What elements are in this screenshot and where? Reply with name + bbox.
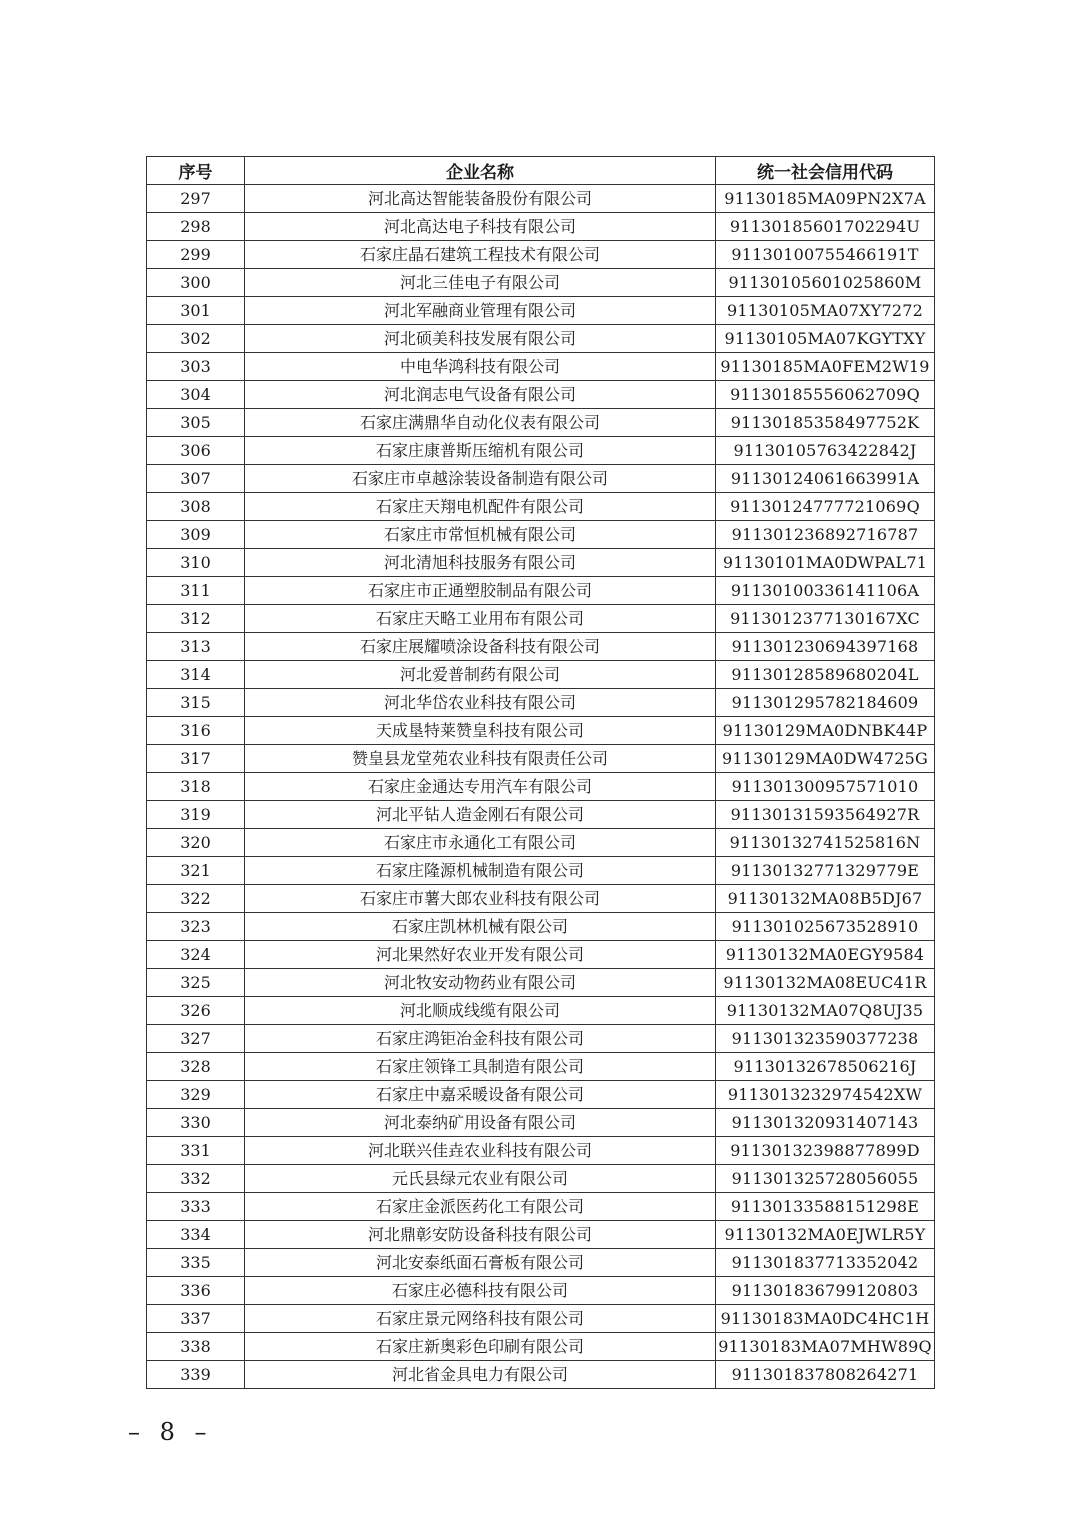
row-name: 河北牧安动物药业有限公司 <box>245 969 716 997</box>
row-seq: 308 <box>147 493 245 521</box>
row-seq: 331 <box>147 1137 245 1165</box>
row-seq: 319 <box>147 801 245 829</box>
row-seq: 300 <box>147 269 245 297</box>
row-code: 91130124777721069Q <box>716 493 935 521</box>
row-seq: 336 <box>147 1277 245 1305</box>
table-row <box>147 213 935 241</box>
row-seq: 301 <box>147 297 245 325</box>
table-row <box>147 1333 935 1361</box>
row-seq: 305 <box>147 409 245 437</box>
row-seq: 325 <box>147 969 245 997</box>
table-row <box>147 829 935 857</box>
row-seq: 310 <box>147 549 245 577</box>
row-name: 石家庄领锋工具制造有限公司 <box>245 1053 716 1081</box>
row-seq: 326 <box>147 997 245 1025</box>
row-code: 91130100336141106A <box>716 577 935 605</box>
row-code: 91130132741525816N <box>716 829 935 857</box>
row-seq: 315 <box>147 689 245 717</box>
row-name: 河北泰纳矿用设备有限公司 <box>245 1109 716 1137</box>
row-code: 91130183MA07MHW89Q <box>716 1333 935 1361</box>
row-name: 石家庄金派医药化工有限公司 <box>245 1193 716 1221</box>
row-code: 911301836799120803 <box>716 1277 935 1305</box>
row-code: 911301320931407143 <box>716 1109 935 1137</box>
row-seq: 335 <box>147 1249 245 1277</box>
row-seq: 303 <box>147 353 245 381</box>
row-code: 91130105MA07KGYTXY <box>716 325 935 353</box>
row-code: 91130129MA0DW4725G <box>716 745 935 773</box>
row-code: 91130132MA07Q8UJ35 <box>716 997 935 1025</box>
row-code: 91130100755466191T <box>716 241 935 269</box>
row-seq: 333 <box>147 1193 245 1221</box>
table-row <box>147 969 935 997</box>
table-row <box>147 1193 935 1221</box>
row-seq: 313 <box>147 633 245 661</box>
row-name: 石家庄市永通化工有限公司 <box>245 829 716 857</box>
row-seq: 321 <box>147 857 245 885</box>
table-row <box>147 745 935 773</box>
row-code: 91130129MA0DNBK44P <box>716 717 935 745</box>
table-row <box>147 1025 935 1053</box>
row-seq: 306 <box>147 437 245 465</box>
table-row <box>147 353 935 381</box>
table-row <box>147 885 935 913</box>
row-seq: 324 <box>147 941 245 969</box>
row-code: 911301325728056055 <box>716 1165 935 1193</box>
table-row <box>147 185 935 213</box>
row-seq: 337 <box>147 1305 245 1333</box>
row-code: 91130131593564927R <box>716 801 935 829</box>
table-row <box>147 717 935 745</box>
row-name: 石家庄金通达专用汽车有限公司 <box>245 773 716 801</box>
row-name: 石家庄展耀喷涂设备科技有限公司 <box>245 633 716 661</box>
table-row <box>147 913 935 941</box>
table-row <box>147 941 935 969</box>
table-row <box>147 773 935 801</box>
row-name: 石家庄中嘉采暖设备有限公司 <box>245 1081 716 1109</box>
row-name: 赞皇县龙堂苑农业科技有限责任公司 <box>245 745 716 773</box>
row-seq: 314 <box>147 661 245 689</box>
row-name: 河北硕美科技发展有限公司 <box>245 325 716 353</box>
row-name: 石家庄新奥彩色印刷有限公司 <box>245 1333 716 1361</box>
row-name: 中电华鸿科技有限公司 <box>245 353 716 381</box>
row-code: 91130133588151298E <box>716 1193 935 1221</box>
header-seq: 序号 <box>147 157 245 185</box>
row-seq: 328 <box>147 1053 245 1081</box>
row-code: 91130132MA0EJWLR5Y <box>716 1221 935 1249</box>
table-row <box>147 325 935 353</box>
row-name: 石家庄市卓越涂装设备制造有限公司 <box>245 465 716 493</box>
table-row <box>147 1081 935 1109</box>
row-name: 河北润志电气设备有限公司 <box>245 381 716 409</box>
row-name: 河北安泰纸面石膏板有限公司 <box>245 1249 716 1277</box>
row-code: 911301025673528910 <box>716 913 935 941</box>
row-name: 石家庄必德科技有限公司 <box>245 1277 716 1305</box>
table-row <box>147 1277 935 1305</box>
row-code: 911301323590377238 <box>716 1025 935 1053</box>
row-name: 石家庄鸿钜冶金科技有限公司 <box>245 1025 716 1053</box>
row-name: 河北省金具电力有限公司 <box>245 1361 716 1389</box>
row-code: 91130101MA0DWPAL71 <box>716 549 935 577</box>
row-code: 911301295782184609 <box>716 689 935 717</box>
table-row <box>147 1249 935 1277</box>
row-code: 91130132398877899D <box>716 1137 935 1165</box>
table-row <box>147 633 935 661</box>
table-row <box>147 1361 935 1389</box>
page-number: – 8 – <box>128 1418 213 1446</box>
table-row <box>147 1137 935 1165</box>
row-code: 91130132MA0EGY9584 <box>716 941 935 969</box>
row-name: 石家庄晶石建筑工程技术有限公司 <box>245 241 716 269</box>
row-code: 911301230694397168 <box>716 633 935 661</box>
row-name: 河北三佳电子有限公司 <box>245 269 716 297</box>
row-code: 9113012377130167XC <box>716 605 935 633</box>
row-seq: 332 <box>147 1165 245 1193</box>
row-seq: 299 <box>147 241 245 269</box>
table-row <box>147 1221 935 1249</box>
row-name: 河北果然好农业开发有限公司 <box>245 941 716 969</box>
header-code: 统一社会信用代码 <box>716 157 935 185</box>
header-name: 企业名称 <box>245 157 716 185</box>
table-row <box>147 549 935 577</box>
table-row <box>147 801 935 829</box>
table-row <box>147 437 935 465</box>
row-name: 石家庄天略工业用布有限公司 <box>245 605 716 633</box>
table-row <box>147 409 935 437</box>
row-seq: 316 <box>147 717 245 745</box>
row-seq: 339 <box>147 1361 245 1389</box>
row-name: 石家庄天翔电机配件有限公司 <box>245 493 716 521</box>
row-code: 91130124061663991A <box>716 465 935 493</box>
table-row <box>147 269 935 297</box>
row-code: 911301837713352042 <box>716 1249 935 1277</box>
row-name: 石家庄市正通塑胶制品有限公司 <box>245 577 716 605</box>
row-name: 石家庄凯林机械有限公司 <box>245 913 716 941</box>
row-seq: 329 <box>147 1081 245 1109</box>
row-code: 911301837808264271 <box>716 1361 935 1389</box>
table-header-row <box>147 157 935 185</box>
row-name: 元氏县绿元农业有限公司 <box>245 1165 716 1193</box>
row-seq: 304 <box>147 381 245 409</box>
row-code: 91130105763422842J <box>716 437 935 465</box>
row-name: 石家庄康普斯压缩机有限公司 <box>245 437 716 465</box>
row-code: 91130185358497752K <box>716 409 935 437</box>
row-name: 天成垦特莱赞皇科技有限公司 <box>245 717 716 745</box>
table-body <box>147 185 935 1389</box>
row-code: 91130132MA08EUC41R <box>716 969 935 997</box>
row-name: 河北鼎彰安防设备科技有限公司 <box>245 1221 716 1249</box>
row-seq: 298 <box>147 213 245 241</box>
row-name: 河北爱普制药有限公司 <box>245 661 716 689</box>
table-row <box>147 465 935 493</box>
table-row <box>147 1305 935 1333</box>
enterprise-table <box>146 156 935 1389</box>
row-code: 911301236892716787 <box>716 521 935 549</box>
row-code: 911301300957571010 <box>716 773 935 801</box>
row-seq: 323 <box>147 913 245 941</box>
row-code: 91130185601702294U <box>716 213 935 241</box>
row-name: 河北平钻人造金刚石有限公司 <box>245 801 716 829</box>
table-row <box>147 241 935 269</box>
row-code: 91130105601025860M <box>716 269 935 297</box>
row-seq: 327 <box>147 1025 245 1053</box>
row-seq: 320 <box>147 829 245 857</box>
row-name: 河北高达智能装备股份有限公司 <box>245 185 716 213</box>
table-row <box>147 605 935 633</box>
row-seq: 322 <box>147 885 245 913</box>
table-row <box>147 997 935 1025</box>
row-code: 91130132MA08B5DJ67 <box>716 885 935 913</box>
row-name: 河北军融商业管理有限公司 <box>245 297 716 325</box>
row-code: 91130105MA07XY7272 <box>716 297 935 325</box>
row-name: 石家庄市薯大郎农业科技有限公司 <box>245 885 716 913</box>
row-name: 石家庄隆源机械制造有限公司 <box>245 857 716 885</box>
row-code: 91130183MA0DC4HC1H <box>716 1305 935 1333</box>
row-seq: 334 <box>147 1221 245 1249</box>
row-code: 91130128589680204L <box>716 661 935 689</box>
row-name: 石家庄景元网络科技有限公司 <box>245 1305 716 1333</box>
table-row <box>147 857 935 885</box>
row-seq: 311 <box>147 577 245 605</box>
row-name: 河北华岱农业科技有限公司 <box>245 689 716 717</box>
row-name: 河北联兴佳垚农业科技有限公司 <box>245 1137 716 1165</box>
row-code: 91130132771329779E <box>716 857 935 885</box>
table-row <box>147 577 935 605</box>
row-seq: 302 <box>147 325 245 353</box>
table-row <box>147 689 935 717</box>
row-name: 河北高达电子科技有限公司 <box>245 213 716 241</box>
row-name: 河北清旭科技服务有限公司 <box>245 549 716 577</box>
row-seq: 307 <box>147 465 245 493</box>
row-seq: 338 <box>147 1333 245 1361</box>
row-seq: 297 <box>147 185 245 213</box>
table-row <box>147 493 935 521</box>
row-seq: 330 <box>147 1109 245 1137</box>
row-seq: 318 <box>147 773 245 801</box>
row-seq: 317 <box>147 745 245 773</box>
row-code: 91130132678506216J <box>716 1053 935 1081</box>
row-code: 91130185MA0FEM2W19 <box>716 353 935 381</box>
table-row <box>147 1165 935 1193</box>
row-code: 91130185556062709Q <box>716 381 935 409</box>
table-row <box>147 521 935 549</box>
row-code: 91130185MA09PN2X7A <box>716 185 935 213</box>
row-name: 石家庄满鼎华自动化仪表有限公司 <box>245 409 716 437</box>
table-row <box>147 297 935 325</box>
table-row <box>147 1109 935 1137</box>
row-code: 9113013232974542XW <box>716 1081 935 1109</box>
row-seq: 312 <box>147 605 245 633</box>
table-row <box>147 381 935 409</box>
row-seq: 309 <box>147 521 245 549</box>
row-name: 河北顺成线缆有限公司 <box>245 997 716 1025</box>
row-name: 石家庄市常恒机械有限公司 <box>245 521 716 549</box>
table-row <box>147 1053 935 1081</box>
table-row <box>147 661 935 689</box>
